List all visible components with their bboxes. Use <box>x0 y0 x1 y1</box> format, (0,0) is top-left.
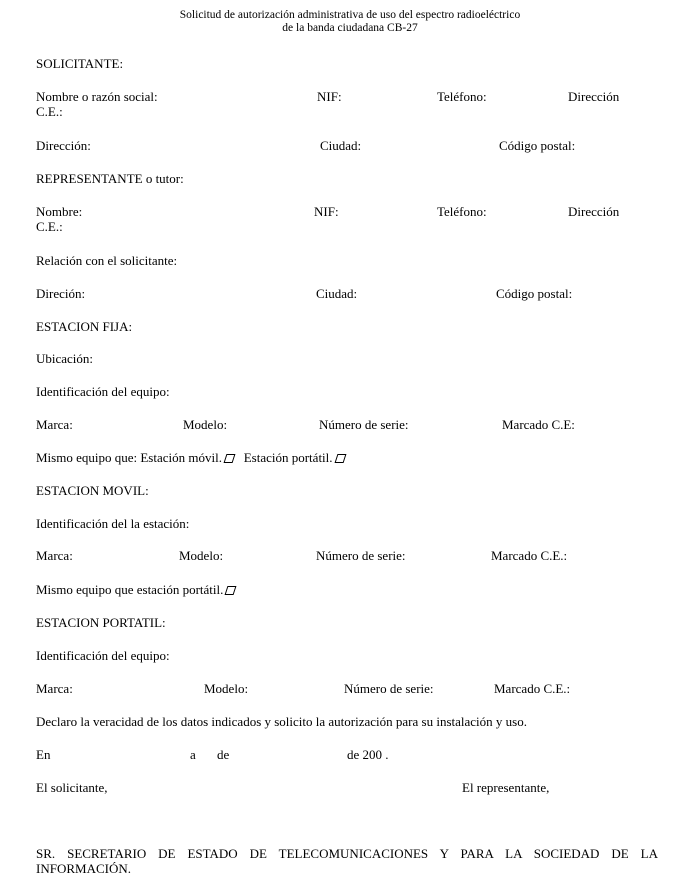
declaracion-text: Declaro la veracidad de los datos indicados y solicito la autorización para su instalación y uso. <box>36 714 527 729</box>
solicitante-ce-label: C.E.: <box>36 104 63 119</box>
representante-codigo-postal-label: Código postal: <box>496 286 573 301</box>
estacion-fija-marca-label: Marca: <box>36 417 73 432</box>
estacion-fija-portatil-label: Estación portátil. <box>243 450 333 465</box>
solicitante-ciudad-label: Ciudad: <box>320 138 362 153</box>
form-title-line1: Solicitud de autorización administrativa de uso del espectro radioeléctrico <box>179 9 521 21</box>
estacion-movil-checkbox[interactable] <box>224 454 236 463</box>
representante-direccion-ce-label: Dirección <box>568 204 620 219</box>
representante-nombre-label: Nombre: <box>36 204 83 219</box>
fecha-anio-label: de 200 . <box>347 747 389 762</box>
firma-solicitante-label: El solicitante, <box>36 780 108 795</box>
destinatario-line1: SR. SECRETARIO DE ESTADO DE TELECOMUNICACIONES Y PARA LA SOCIEDAD DE LA <box>36 846 658 861</box>
estacion-fija-numero-serie-label: Número de serie: <box>319 417 409 432</box>
solicitante-telefono-label: Teléfono: <box>437 89 487 104</box>
estacion-portatil-identificacion-label: Identificación del equipo: <box>36 648 170 663</box>
estacion-movil-mismo-equipo-label: Mismo equipo que estación portátil. <box>36 582 224 597</box>
estacion-fija-identificacion-label: Identificación del equipo: <box>36 384 170 399</box>
representante-direccion-label: Direción: <box>36 286 86 301</box>
estacion-movil-marcado-label: Marcado C.E.: <box>491 548 568 563</box>
firma-representante-label: El representante, <box>462 780 550 795</box>
estacion-portatil-marcado-label: Marcado C.E.: <box>494 681 571 696</box>
estacion-movil-modelo-label: Modelo: <box>179 548 224 563</box>
solicitante-direccion-ce-label: Dirección <box>568 89 620 104</box>
estacion-movil-mismo-equipo-row <box>36 582 235 597</box>
estacion-portatil-checkbox[interactable] <box>334 454 346 463</box>
estacion-movil-numero-serie-label: Número de serie: <box>316 548 406 563</box>
solicitante-direccion-label: Dirección: <box>36 138 91 153</box>
fecha-en-label: En <box>36 747 51 762</box>
fecha-a-label: a <box>190 747 196 762</box>
estacion-movil-heading: ESTACION MOVIL: <box>36 483 149 498</box>
solicitante-nif-label: NIF: <box>317 89 342 104</box>
estacion-fija-mismo-equipo-label: Mismo equipo que: Estación móvil. <box>36 450 222 465</box>
estacion-fija-ubicacion-label: Ubicación: <box>36 351 94 366</box>
estacion-movil-identificacion-label: Identificación del la estación: <box>36 516 190 531</box>
estacion-portatil-marca-label: Marca: <box>36 681 73 696</box>
representante-ce-label: C.E.: <box>36 219 63 234</box>
representante-relacion-label: Relación con el solicitante: <box>36 253 178 268</box>
representante-telefono-label: Teléfono: <box>437 204 487 219</box>
solicitante-codigo-postal-label: Código postal: <box>499 138 576 153</box>
estacion-portatil-modelo-label: Modelo: <box>204 681 249 696</box>
estacion-portatil-numero-serie-label: Número de serie: <box>344 681 434 696</box>
destinatario-line2: INFORMACIÓN. <box>36 861 131 876</box>
solicitante-heading: SOLICITANTE: <box>36 56 124 71</box>
mismo-portatil-checkbox[interactable] <box>225 586 237 595</box>
representante-nif-label: NIF: <box>314 204 339 219</box>
estacion-portatil-heading: ESTACION PORTATIL: <box>36 615 166 630</box>
estacion-fija-heading: ESTACION FIJA: <box>36 319 133 334</box>
estacion-movil-marca-label: Marca: <box>36 548 73 563</box>
estacion-fija-marcado-label: Marcado C.E: <box>502 417 575 432</box>
estacion-fija-mismo-equipo-row <box>36 450 345 465</box>
fecha-de-label: de <box>217 747 230 762</box>
representante-heading: REPRESENTANTE o tutor: <box>36 171 184 186</box>
representante-ciudad-label: Ciudad: <box>316 286 358 301</box>
form-title-line2: de la banda ciudadana CB-27 <box>282 22 418 34</box>
solicitante-nombre-label: Nombre o razón social: <box>36 89 158 104</box>
estacion-fija-modelo-label: Modelo: <box>183 417 228 432</box>
